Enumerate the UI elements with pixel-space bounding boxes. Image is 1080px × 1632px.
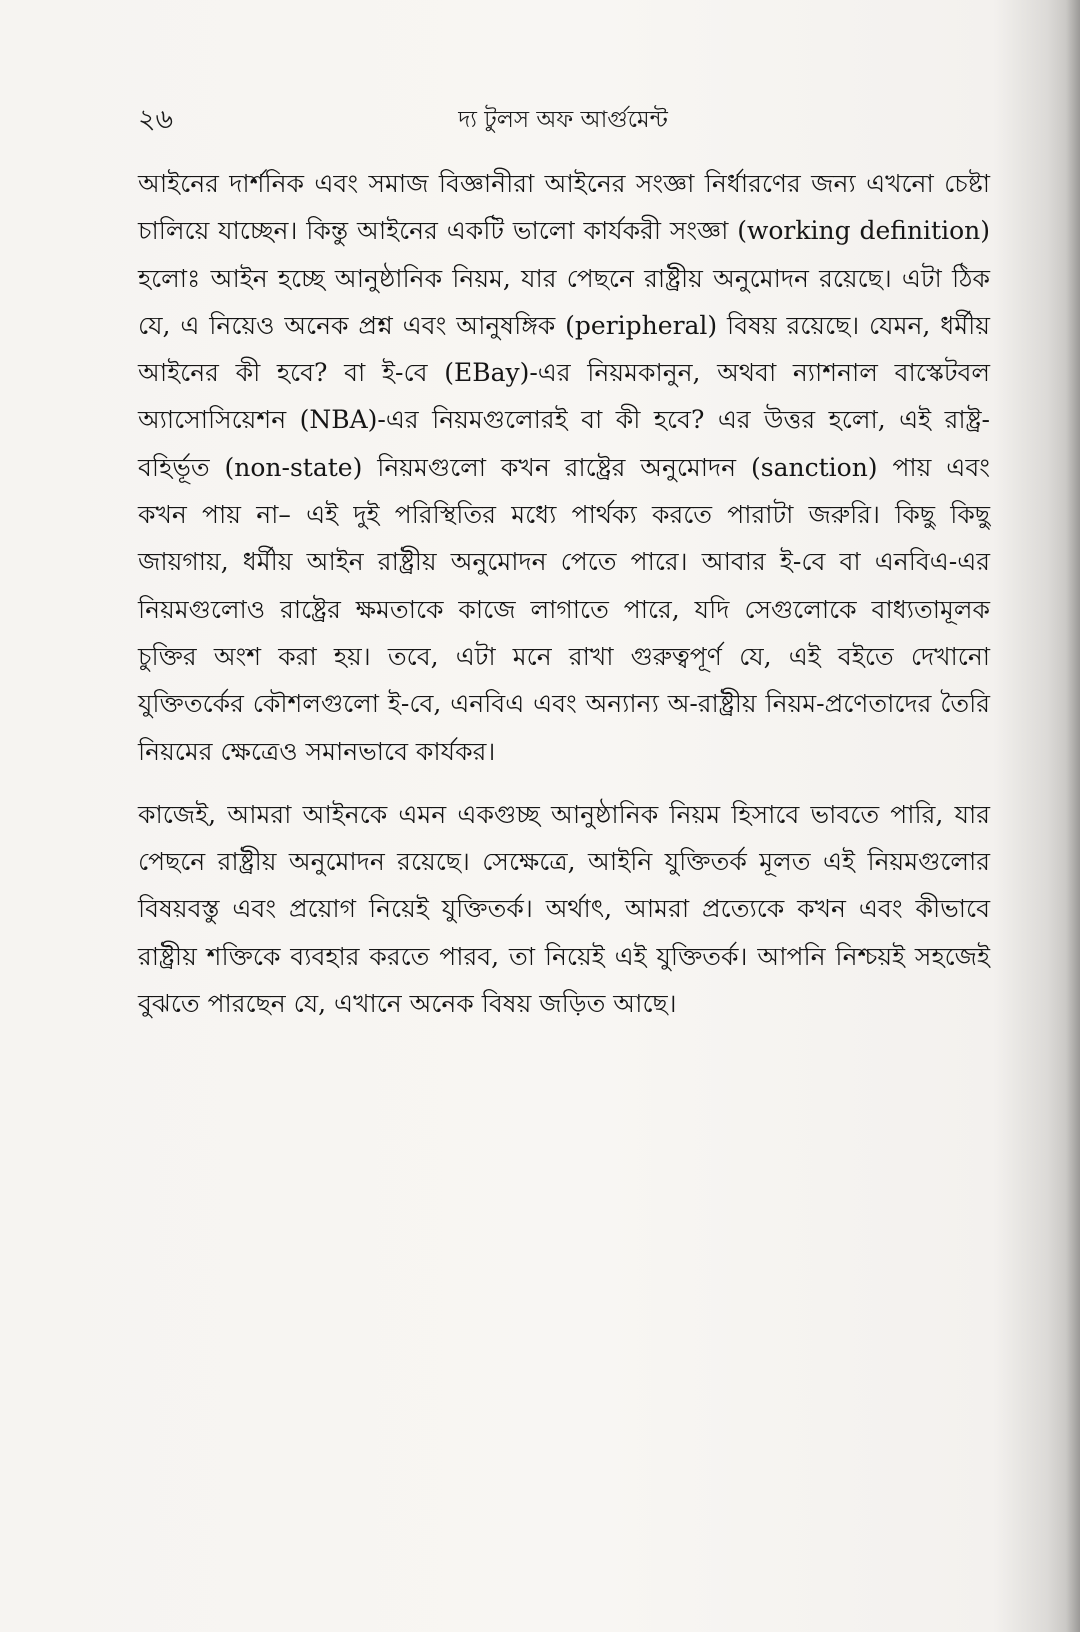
page-edge-shadow: [1066, 0, 1080, 1632]
book-title: দ্য টুলস অফ আর্গুমেন্ট: [458, 107, 668, 133]
body-text: [138, 160, 990, 1027]
paragraph-2: কাজেই, আমরা আইনকে এমন একগুচ্ছ আনুষ্ঠানিক নিয়ম হিসাবে ভাবতে পারি, যার পেছনে রাষ্ট্রীয় অনুমোদন রয়েছে। সেক্ষেত্রে, আইনি যুক্তিতর্ক মূলত এই নিয়মগুলোর বিষয়বস্তু এবং প্রয়োগ নিয়েই যুক্তিতর্ক। অর্থাৎ, আমরা প্রত্যেকে কখন এবং কীভাবে রাষ্ট্রীয় শক্তিকে ব্যবহার করতে পারব, তা নিয়েই এই যুক্তিতর্ক। আপনি নিশ্চয়ই সহজেই বুঝতে পারছেন যে, এখানে অনেক বিষয় জড়িত আছে।: [138, 799, 990, 1019]
page-number: ২৬: [138, 104, 174, 135]
running-head: [138, 98, 988, 142]
paragraph-1: আইনের দার্শনিক এবং সমাজ বিজ্ঞানীরা আইনের সংজ্ঞা নির্ধারণের জন্য এখনো চেষ্টা চালিয়ে যাচ্ছেন। কিন্তু আইনের একটি ভালো কার্যকরী সংজ্ঞা (working definition) হলোঃ আইন হচ্ছে আনুষ্ঠানিক নিয়ম, যার পেছনে রাষ্ট্রীয় অনুমোদন রয়েছে। এটা ঠিক যে, এ নিয়েও অনেক প্রশ্ন এবং আনুষঙ্গিক (peripheral) বিষয় রয়েছে। যেমন, ধর্মীয় আইনের কী হবে? বা ই-বে (EBay)-এর নিয়মকানুন, অথবা ন্যাশনাল বাস্কেটবল অ্যাসোসিয়েশন (NBA)-এর নিয়মগুলোরই বা কী হবে? এর উত্তর হলো, এই রাষ্ট্র-বহির্ভূত (non-state) নিয়মগুলো কখন রাষ্ট্রের অনুমোদন (sanction) পায় এবং কখন পায় না– এই দুই পরিস্থিতির মধ্যে পার্থক্য করতে পারাটা জরুরি। কিছু কিছু জায়গায়, ধর্মীয় আইন রাষ্ট্রীয় অনুমোদন পেতে পারে। আবার ই-বে বা এনবিএ-এর নিয়মগুলোও রাষ্ট্রের ক্ষমতাকে কাজে লাগাতে পারে, যদি সেগুলোকে বাধ্যতামূলক চুক্তির অংশ করা হয়। তবে, এটা মনে রাখা গুরুত্বপূর্ণ যে, এই বইতে দেখানো যুক্তিতর্কের কৌশলগুলো ই-বে, এনবিএ এবং অন্যান্য অ-রাষ্ট্রীয় নিয়ম-প্রণেতাদের তৈরি নিয়মের ক্ষেত্রেও সমানভাবে কার্যকর।: [138, 169, 990, 766]
